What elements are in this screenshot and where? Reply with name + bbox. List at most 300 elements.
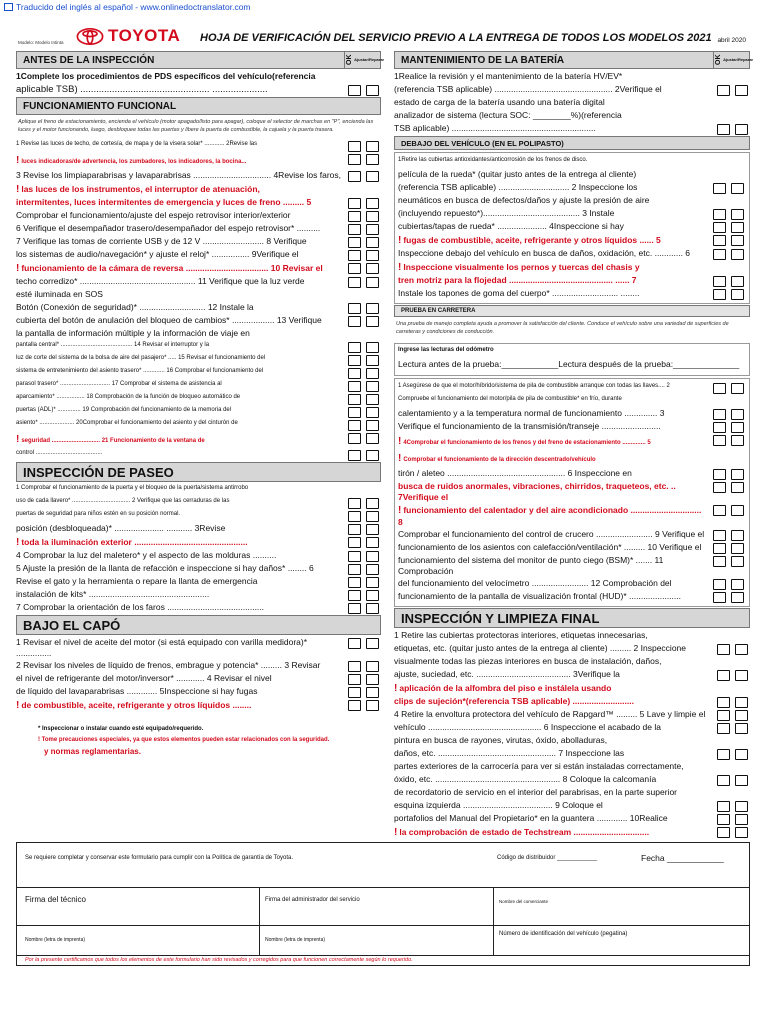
adjust-checkbox[interactable] [731, 289, 744, 300]
ok-checkbox[interactable] [348, 198, 361, 209]
checklist-row [16, 563, 381, 575]
checklist-row [16, 341, 381, 353]
ok-checkbox[interactable] [713, 249, 726, 260]
checklist-row [398, 234, 746, 247]
safety-mark-icon: ! [398, 452, 402, 464]
road-test-checklist [394, 378, 750, 607]
checklist-row [16, 686, 381, 698]
checklist-item-text: 4Comprobar el funcionamiento de los frenos y del freno de estacionamiento .............. 5 [403, 439, 651, 446]
vin-sticker-field[interactable]: Número de identificación del vehículo (pegatina) [499, 931, 628, 937]
checklist-item-text: el nivel de refrigerante del motor/inversor* ............ 4 Revisar el nivel [16, 673, 272, 684]
checklist-row [16, 449, 381, 461]
ok-checkbox[interactable] [713, 409, 726, 420]
adjust-checkbox[interactable] [366, 171, 379, 182]
section-final-inspection: INSPECCIÓN Y LIMPIEZA FINAL [394, 608, 750, 628]
warranty-statement: Se requiere completar y conservar este formulario para cumplir con la Política de garantía de Toyota. [25, 855, 294, 861]
adjust-checkbox[interactable] [366, 141, 379, 152]
odometer-field[interactable]: Lectura antes de la prueba:____________Lectura después de la prueba:______________ [398, 358, 740, 369]
ok-checkbox[interactable] [348, 368, 361, 379]
checklist-item-text: 1 Asegúrese de que el motor/híbrido/sistema de pila de combustible arranque con todas las llaves.... 2 [398, 382, 670, 389]
ok-checkbox[interactable] [717, 697, 730, 708]
adjust-checkbox[interactable] [366, 237, 379, 248]
checklist-row [398, 481, 746, 503]
checklist-item-text: 1Realice la revisión y el mantenimiento de la batería HV/EV* [394, 71, 623, 81]
checklist-row [398, 578, 746, 590]
adjust-checkbox[interactable] [366, 85, 379, 96]
ok-checkbox[interactable] [713, 289, 726, 300]
checklist-item-text: la comprobación de estado de Techstream ................................ [399, 826, 650, 837]
adjust-checkbox[interactable] [366, 303, 379, 314]
adjust-checkbox[interactable] [735, 710, 748, 721]
adjust-checkbox[interactable] [366, 407, 379, 418]
ok-checkbox[interactable] [348, 564, 361, 575]
checklist-row [398, 221, 746, 233]
checklist-row [398, 382, 746, 394]
checklist-item-text: Inspeccione debajo del vehículo en busca de daños, oxidación, etc. ............ 6 [398, 248, 691, 258]
checklist-row [16, 523, 381, 535]
section-functional-operation: FUNCIONAMIENTO FUNCIONAL [16, 97, 381, 115]
checklist-row [16, 223, 381, 235]
checklist-item-text: asiento* ..................... 20Comprobar el funcionamiento del asiento y del cinturón de [16, 420, 238, 427]
adjust-checkbox[interactable] [735, 775, 748, 786]
adjust-checkbox[interactable] [731, 435, 744, 446]
checklist-item-text: esté iluminada en SOS [16, 289, 103, 300]
checklist-row [16, 380, 381, 392]
checklist-item-text: pintura en busca de rayones, virutas, óxido, abolladuras, [394, 734, 608, 745]
checklist-row [16, 328, 381, 340]
adjust-checkbox[interactable] [366, 661, 379, 672]
ok-label: OK [346, 54, 353, 66]
adjust-checkbox[interactable] [735, 85, 748, 96]
ok-checkbox[interactable] [717, 124, 730, 135]
checklist-item-text: 1 Revisar el nivel de aceite del motor (si está equipado con varilla medidora)* ............... [16, 637, 308, 659]
checklist-row [16, 289, 381, 301]
checklist-row [398, 591, 746, 603]
checklist-item-text: parasol trasero* .............................. 17 Comprobar el sistema de asistencia al [16, 381, 222, 388]
checklist-item-text: portafolios del Manual del Propietario* en la guantera ............. 10Realice [394, 812, 668, 823]
adjust-checkbox[interactable] [735, 814, 748, 825]
ok-checkbox[interactable] [713, 422, 726, 433]
checklist-item-text: aplicación de la alfombra del piso e instálela usando [399, 682, 612, 693]
ok-checkbox[interactable] [348, 450, 361, 461]
ok-checkbox[interactable] [717, 723, 730, 734]
right-column [394, 50, 754, 840]
adjust-checkbox[interactable] [366, 420, 379, 431]
checklist-row [16, 249, 381, 261]
ok-checkbox[interactable] [348, 211, 361, 222]
adjust-checkbox[interactable] [366, 250, 379, 261]
ok-checkbox[interactable] [717, 710, 730, 721]
ok-checkbox[interactable] [348, 277, 361, 288]
print-name-technician[interactable]: Nombre (letra de imprenta) [25, 937, 86, 943]
ok-checkbox[interactable] [348, 154, 361, 165]
ok-checkbox[interactable] [348, 237, 361, 248]
checklist-row [398, 542, 746, 554]
checklist-row [398, 261, 746, 274]
ok-checkbox[interactable] [717, 749, 730, 760]
ok-checkbox[interactable] [713, 543, 726, 554]
ok-checkbox[interactable] [348, 407, 361, 418]
safety-mark-icon: ! [16, 184, 20, 196]
ok-checkbox[interactable] [717, 801, 730, 812]
ok-checkbox[interactable] [348, 661, 361, 672]
ok-checkbox[interactable] [348, 420, 361, 431]
adjust-checkbox[interactable] [366, 368, 379, 379]
checklist-row [394, 656, 750, 668]
checklist-row [398, 275, 746, 287]
ok-checkbox[interactable] [717, 814, 730, 825]
print-name-manager[interactable]: Nombre (letra de imprenta) [265, 937, 326, 943]
final-inspection-checklist [394, 630, 750, 839]
checklist-item-text: funcionamiento de la cámara de reversa ................................... 10 Revisar el [21, 263, 323, 274]
checklist-row [16, 302, 381, 314]
section-before-inspection [16, 51, 385, 69]
checklist-row [394, 97, 750, 109]
checklist-row [394, 761, 750, 773]
ok-checkbox[interactable] [348, 433, 361, 444]
adjust-checkbox[interactable] [366, 564, 379, 575]
certification-statement: Por la presente certificamos que todos los elementos de este formulario han sido revisados y corregidos para que funcionen correctamente según lo requerido. [25, 957, 413, 963]
translator-bar[interactable] [0, 0, 768, 14]
adjust-checkbox[interactable] [366, 154, 379, 165]
ok-checkbox[interactable] [713, 556, 726, 567]
ok-checkbox[interactable] [713, 505, 726, 516]
checklist-row [16, 673, 381, 685]
adjust-checkbox[interactable] [366, 498, 379, 509]
adjust-checkbox[interactable] [366, 603, 379, 614]
ok-checkbox[interactable] [713, 592, 726, 603]
checklist-row [16, 550, 381, 562]
checklist-row [394, 123, 750, 135]
checklist-row [398, 408, 746, 420]
ok-checkbox[interactable] [713, 435, 726, 446]
adjust-checkbox[interactable] [731, 469, 744, 480]
checklist-item-text: (referencia TSB aplicable) .................................................. 2Verifique el [394, 84, 662, 94]
checklist-row [394, 722, 750, 734]
ok-checkbox[interactable] [713, 579, 726, 590]
checklist-row [16, 315, 381, 327]
document-header [0, 26, 768, 48]
checklist-row [16, 602, 381, 614]
service-manager-signature[interactable]: Firma del administrador del servicio [265, 897, 360, 903]
ok-checkbox[interactable] [713, 183, 726, 194]
adjust-checkbox[interactable] [366, 211, 379, 222]
document-date: abril 2020 [717, 37, 746, 44]
ok-checkbox[interactable] [713, 209, 726, 220]
checklist-item-text: 3 Revise los limpiaparabrisas y lavaparabrisas ................................. 4Revise los faros, [16, 170, 342, 181]
adjust-checkbox[interactable] [366, 524, 379, 535]
checklist-row [16, 406, 381, 418]
checklist-row [394, 643, 750, 655]
checklist-item-text: partes exteriores de la carrocería para ver si están instaladas correctamente, [394, 760, 684, 771]
adjust-checkbox[interactable] [366, 355, 379, 366]
checklist-row [398, 529, 746, 541]
adjust-checkbox[interactable] [731, 183, 744, 194]
checklist-row [394, 630, 750, 642]
adjust-checkbox[interactable] [366, 551, 379, 562]
adjust-checkbox[interactable] [735, 723, 748, 734]
adjust-checkbox[interactable] [366, 511, 379, 522]
ok-checkbox[interactable] [348, 524, 361, 535]
checklist-row [394, 669, 750, 681]
checklist-item-text: 6 Verifique el desempañador trasero/desempañador del espejo retrovisor* .......... [16, 223, 321, 234]
adjust-checkbox[interactable] [366, 433, 379, 444]
ok-checkbox[interactable] [348, 316, 361, 327]
checklist-row [394, 110, 750, 122]
ok-checkbox[interactable] [348, 394, 361, 405]
checklist-item-text: fugas de combustible, aceite, refrigerante y otros líquidos ...... 5 [403, 235, 661, 245]
ok-checkbox[interactable] [348, 224, 361, 235]
model-meta: Modelo: Modelo Intinta [18, 40, 64, 45]
checklist-item-text: busca de ruidos anormales, vibraciones, chirridos, traqueteos, etc. .. 7Verifique el [398, 480, 676, 502]
adjust-checkbox[interactable] [366, 316, 379, 327]
adjust-checkbox[interactable] [735, 670, 748, 681]
checklist-row [16, 419, 381, 431]
checklist-item-text: Instale los tapones de goma del cuerpo* ............................ ........ [398, 288, 640, 298]
ok-checkbox[interactable] [713, 235, 726, 246]
ok-checkbox[interactable] [717, 670, 730, 681]
checklist-item-text: 4 Retire la envoltura protectora del vehículo de Rapgard™ ......... 5 Lave y limpie el [394, 708, 706, 719]
ok-checkbox[interactable] [348, 171, 361, 182]
ok-checkbox[interactable] [713, 482, 726, 493]
signature-block [16, 842, 750, 966]
ok-checkbox[interactable] [713, 222, 726, 233]
ok-checkbox[interactable] [717, 827, 730, 838]
section-battery: MANTENIMIENTO DE LA BATERÍA OK Ajustar/Reparar [394, 51, 750, 69]
checklist-row [398, 248, 746, 260]
checklist-row [398, 468, 746, 480]
checklist-row [16, 140, 381, 152]
dealer-name-field[interactable]: Nombre del comerciante [499, 899, 549, 904]
checklist-item-text: techo corredizo* ................................................. 11 Verifique que la luz verde [16, 276, 305, 287]
checklist-item-text: aparcamiento* ................. 18 Comprobación de la función de bloqueo automático de [16, 394, 241, 401]
checklist-row [398, 182, 746, 194]
safety-mark-icon: ! [394, 826, 398, 838]
ok-checkbox[interactable] [348, 263, 361, 274]
checklist-item-text: Inspeccione visualmente los pernos y tuercas del chasis y [403, 262, 640, 272]
adjust-checkbox[interactable] [735, 124, 748, 135]
footnote-equipped: * Inspeccionar o instalar cuando esté equipado/requerido. [38, 726, 204, 733]
translate-icon [4, 3, 13, 11]
checklist-item-text: tirón / aleteo .................................................. 6 Inspeccione en [398, 467, 632, 478]
ok-checkbox[interactable] [348, 355, 361, 366]
adjust-checkbox[interactable] [366, 537, 379, 548]
checklist-item-text: Compruebe el funcionamiento del motor/pila de pila de combustible* en frío, durante [398, 395, 622, 402]
checklist-item-text: funcionamiento de los asientos con calefacción/ventilación* ......... 10 Verifique el [398, 541, 702, 552]
ok-checkbox[interactable] [348, 498, 361, 509]
adjust-checkbox[interactable] [731, 543, 744, 554]
checklist-item-text: 1 Comprobar el funcionamiento de la puerta y el bloqueo de la puerta/sistema antirrobo [16, 485, 249, 492]
adjust-checkbox[interactable] [366, 577, 379, 588]
checklist-item-text: 1 Revise las luces de techo, de cortesía, de mapa y de la visera solar* ............ 2Revise las [16, 141, 258, 148]
checklist-item-text: puertas de seguridad para niños estén en su posición normal. [16, 511, 181, 518]
section-under-vehicle: DEBAJO DEL VEHÍCULO (EN EL POLIPASTO) [394, 136, 750, 150]
ok-checkbox[interactable] [348, 638, 361, 649]
checklist-row [16, 210, 381, 222]
date-field[interactable]: Fecha ____________ [641, 853, 724, 863]
checklist-row: aplicable TSB) ................................................. ..................... [16, 84, 381, 96]
adjust-checkbox[interactable] [366, 687, 379, 698]
adjust-checkbox[interactable] [731, 222, 744, 233]
adjust-checkbox[interactable] [731, 276, 744, 287]
ok-checkbox[interactable] [348, 511, 361, 522]
checklist-item-text: analizador de sistema (lectura SOC: ________%)(referencia [394, 110, 622, 120]
road-test-note: Una prueba de manejo completa ayuda a promover la satisfacción del cliente. Conduce el vehículo sobre una variedad de superficies de carreteras y condiciones de conducción. [396, 321, 729, 335]
ok-checkbox[interactable] [348, 85, 361, 96]
adjust-checkbox[interactable] [366, 674, 379, 685]
checklist-row [398, 451, 746, 467]
checklist-item-text: toda la iluminación exterior ................................................ [21, 537, 248, 548]
checklist-row [16, 153, 381, 169]
checklist-row [16, 262, 381, 275]
checklist-row [16, 367, 381, 379]
adjust-checkbox[interactable] [366, 224, 379, 235]
checklist-item-text: calentamiento y a la temperatura normal de funcionamiento .............. 3 [398, 407, 665, 418]
adjust-checkbox[interactable] [735, 644, 748, 655]
ok-checkbox[interactable] [348, 250, 361, 261]
checklist-row [394, 709, 750, 721]
checklist-item-text: seguridad ............................. 21 Funcionamiento de la ventana de [21, 438, 205, 445]
checklist-item-text: clips de sujeción*(referencia TSB aplicable) .......................... [394, 695, 634, 706]
ok-checkbox[interactable] [348, 342, 361, 353]
check-column-header: OK Ajustar/Reparar [713, 52, 749, 68]
checklist-item-text: película de la rueda* (quitar justo antes de la entrega al cliente) [398, 169, 637, 179]
ok-checkbox[interactable] [713, 530, 726, 541]
checklist-row [16, 589, 381, 601]
checklist-item-text: puertas (ADL)* .............. 19 Comprobación del funcionamiento de la memoria del [16, 407, 232, 414]
adjust-checkbox[interactable] [735, 749, 748, 760]
safety-mark-icon: ! [398, 504, 402, 516]
adjust-checkbox[interactable] [731, 530, 744, 541]
checklist-row [394, 774, 750, 786]
adjust-checkbox[interactable] [731, 482, 744, 493]
safety-mark-icon: ! [16, 434, 20, 446]
adjust-checkbox[interactable] [731, 209, 744, 220]
adjust-checkbox[interactable] [366, 590, 379, 601]
ok-checkbox[interactable] [348, 700, 361, 711]
checklist-item-text: 2 Revisar los niveles de líquido de frenos, embrague y potencia* ......... 3 Revisar [16, 660, 321, 671]
checklist-item-text: posición (desbloqueada)* ..................... ........... 3Revise [16, 523, 226, 534]
checklist-row [16, 236, 381, 248]
adjust-checkbox[interactable] [366, 381, 379, 392]
ok-checkbox[interactable] [348, 687, 361, 698]
checklist-row [398, 421, 746, 433]
checklist-item-text: luces indicadoras/de advertencia, los zumbadores, los indicadores, la bocina... [21, 159, 247, 166]
adjust-checkbox[interactable] [731, 235, 744, 246]
checklist-item-text: funcionamiento de la pantalla de visualización frontal (HUD)* ...................... [398, 590, 681, 601]
adjust-checkbox[interactable] [731, 592, 744, 603]
ok-checkbox[interactable] [713, 383, 726, 394]
adjust-checkbox[interactable] [366, 342, 379, 353]
footnotes [16, 724, 381, 758]
checklist-item-text: (referencia TSB aplicable) .............................. 2 Inspeccione los [398, 182, 638, 192]
dealer-code-field[interactable]: Código de distribuidor ____________ [497, 855, 598, 861]
ok-checkbox[interactable] [348, 577, 361, 588]
adjust-checkbox[interactable] [731, 422, 744, 433]
checklist-row [394, 813, 750, 825]
ok-checkbox[interactable] [348, 674, 361, 685]
safety-mark-icon: ! [394, 682, 398, 694]
checklist-item-text: funcionamiento del calentador y del aire acondicionado .............................. 8 [398, 504, 702, 527]
ok-checkbox[interactable] [717, 644, 730, 655]
adjust-checkbox[interactable] [366, 700, 379, 711]
ok-checkbox[interactable] [713, 276, 726, 287]
adjust-checkbox[interactable] [366, 638, 379, 649]
ok-checkbox[interactable] [348, 603, 361, 614]
checklist-row [398, 555, 746, 577]
checklist-item-text: 1Retire las cubiertas antioxidantes/anticorrosión de los frenos de disco. [398, 157, 588, 163]
checklist-row [394, 71, 750, 83]
adjust-checkbox[interactable] [735, 697, 748, 708]
adjust-checkbox[interactable] [366, 263, 379, 274]
checklist-item-text: de recordatorio de servicio en el interior del parabrisas, en la parte superior [394, 786, 678, 797]
ok-checkbox[interactable] [717, 85, 730, 96]
checklist-row [394, 682, 750, 695]
checklist-item-text: 4 Comprobar la luz del maletero* y el aspecto de las molduras .......... [16, 550, 277, 561]
ok-checkbox[interactable] [348, 381, 361, 392]
checklist-row [398, 169, 746, 181]
checklist-row [394, 735, 750, 747]
checklist-row [16, 276, 381, 288]
checklist-row [394, 696, 750, 708]
adjust-checkbox[interactable] [731, 579, 744, 590]
checklist-row [394, 84, 750, 96]
checklist-item-text: del funcionamiento del velocímetro ........................ 12 Comprobación del [398, 577, 672, 588]
ok-checkbox[interactable] [348, 551, 361, 562]
ok-checkbox[interactable] [348, 537, 361, 548]
adjust-checkbox[interactable] [366, 394, 379, 405]
odometer-header: Ingrese las lecturas del odómetro [398, 346, 494, 353]
checklist-item-text: control ........................................ [16, 450, 103, 457]
checklist-row [394, 787, 750, 799]
section-note: Aplique el freno de estacionamiento, encienda el vehículo (motor apagado/listo para apagar), coloque el selector de marchas en "P", encienda las luces y el motor funcionando, luego, desbloquee todas las puertas y libere la puerta de combustible, la cajuela y la puerta trasera. [18, 119, 374, 134]
adjust-checkbox[interactable] [731, 556, 744, 567]
ok-checkbox[interactable] [348, 303, 361, 314]
adjust-checkbox[interactable] [731, 409, 744, 420]
ok-checkbox[interactable] [348, 141, 361, 152]
checklist-item-text: (incluyendo repuesto*)......................................... 3 Instale [398, 208, 615, 218]
adjust-checkbox[interactable] [731, 383, 744, 394]
checklist-item-text: los sistemas de audio/navegación* y ajuste el reloj* ................ 9Verifique el [16, 249, 299, 260]
checklist-item-text: de líquido del lavaparabrisas ............. 5Inspeccione si hay fugas [16, 686, 258, 697]
technician-signature[interactable]: Firma del técnico [25, 895, 86, 904]
checklist-row [398, 208, 746, 220]
toyota-logo [76, 26, 180, 46]
odometer-box [394, 343, 750, 376]
section-road-test: PRUEBA EN CARRETERA [394, 305, 750, 317]
adjust-checkbox[interactable] [366, 198, 379, 209]
toyota-emblem-icon [76, 27, 104, 46]
checklist-item-text: Botón (Conexión de seguridad)* ............................ 12 Instale la [16, 302, 254, 313]
ok-checkbox[interactable] [717, 775, 730, 786]
adjust-checkbox[interactable] [366, 450, 379, 461]
adjust-checkbox[interactable] [366, 277, 379, 288]
ok-checkbox[interactable] [348, 590, 361, 601]
checklist-row [16, 660, 381, 672]
adjust-checkbox[interactable] [731, 249, 744, 260]
under-vehicle-checklist [394, 152, 750, 304]
safety-mark-icon: ! [398, 435, 402, 447]
ok-checkbox[interactable] [713, 469, 726, 480]
checklist-row [16, 699, 381, 712]
translator-link[interactable]: Traducido del inglés al español - www.onlinedoctranslator.com [16, 2, 251, 12]
adjust-checkbox[interactable] [735, 801, 748, 812]
brand-name: TOYOTA [108, 26, 181, 45]
checklist-item-text: cubiertas/tapas de rueda* ..................... 4Inspeccione si hay [398, 221, 624, 231]
checklist-row [16, 497, 381, 509]
adjust-checkbox[interactable] [731, 505, 744, 516]
adjust-checkbox[interactable] [735, 827, 748, 838]
